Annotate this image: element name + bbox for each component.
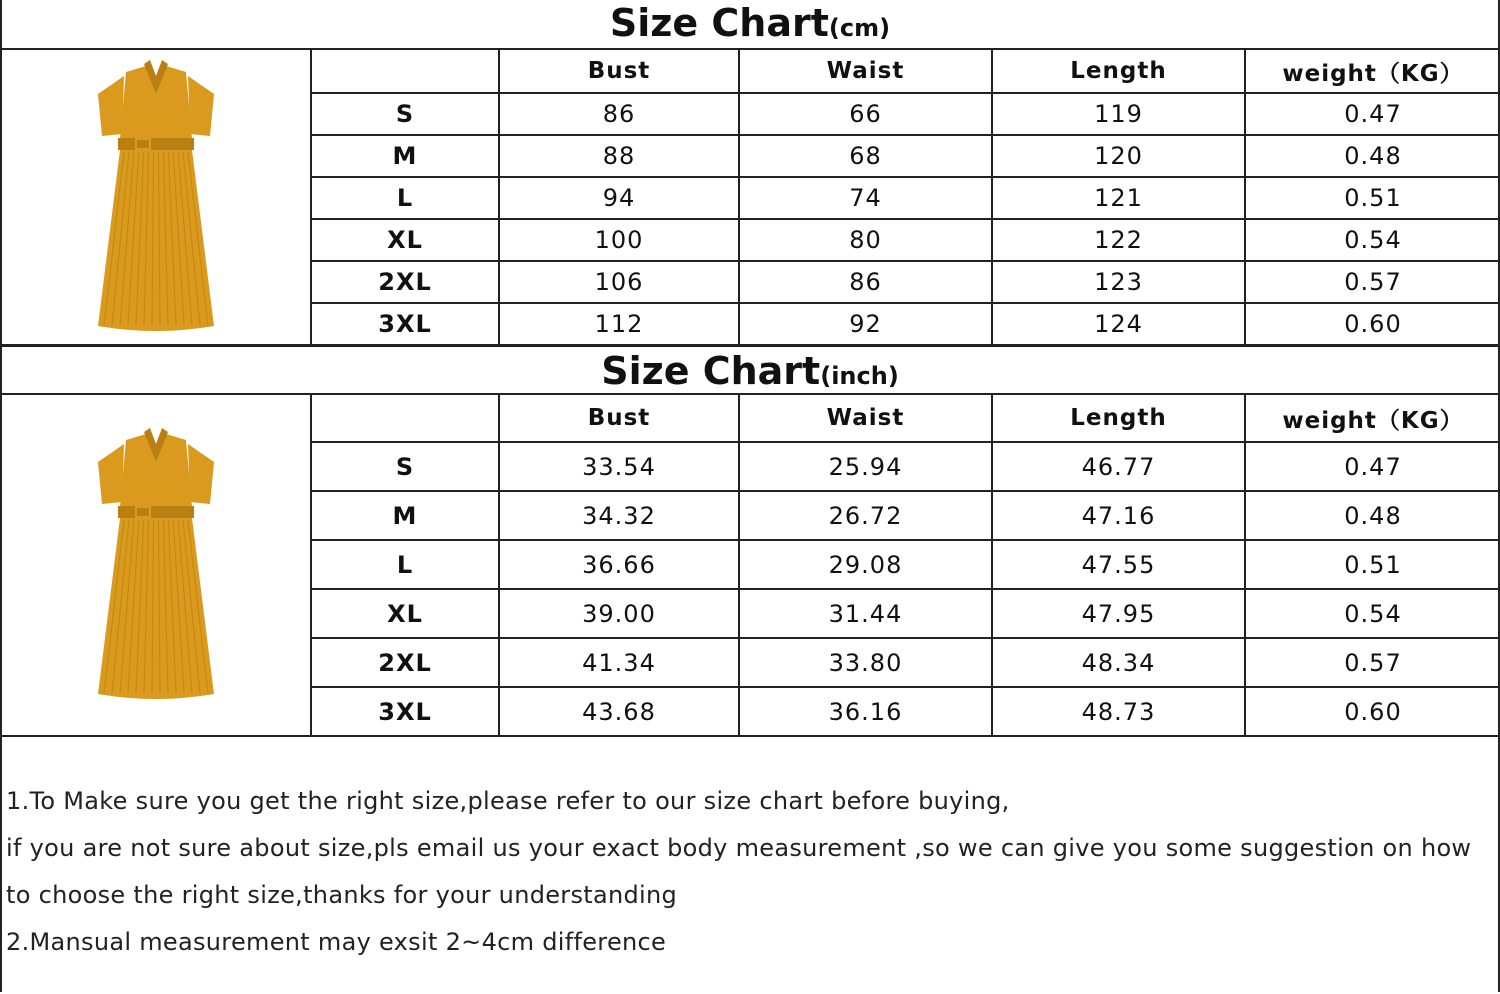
table-cell: 119 [992, 93, 1245, 135]
table-cell: 92 [739, 303, 992, 345]
table-cell: 48.34 [992, 638, 1245, 687]
note-line: to choose the right size,thanks for your understanding [6, 881, 678, 909]
table-cell: 86 [739, 261, 992, 303]
product-image-cell [1, 49, 311, 345]
table-cell: 0.47 [1245, 442, 1500, 491]
size-label: XL [311, 589, 499, 638]
table-cell: 106 [499, 261, 739, 303]
divider [0, 735, 1500, 737]
table-header-row [1, 49, 1500, 93]
table-cell: 34.32 [499, 491, 739, 540]
product-image-cell [1, 394, 311, 736]
table-cell: 68 [739, 135, 992, 177]
size-label: 3XL [311, 687, 499, 736]
table-cell: 121 [992, 177, 1245, 219]
dress-image [76, 54, 236, 334]
column-header: Waist [739, 49, 992, 93]
column-header: weight（KG） [1245, 394, 1500, 442]
size-table-inch [0, 393, 1500, 737]
table-cell: 0.51 [1245, 177, 1500, 219]
table-cell: 88 [499, 135, 739, 177]
table-cell: 29.08 [739, 540, 992, 589]
size-label: S [311, 93, 499, 135]
size-label: L [311, 177, 499, 219]
table-cell: 41.34 [499, 638, 739, 687]
table-cell: 124 [992, 303, 1245, 345]
table-cell: 36.66 [499, 540, 739, 589]
table-cell: 31.44 [739, 589, 992, 638]
column-header [311, 49, 499, 93]
column-header: Length [992, 394, 1245, 442]
table-cell: 0.48 [1245, 491, 1500, 540]
chart-title-unit: (cm) [828, 14, 891, 42]
table-cell: 47.55 [992, 540, 1245, 589]
size-table-cm [0, 48, 1500, 346]
size-label: L [311, 540, 499, 589]
size-label: 3XL [311, 303, 499, 345]
table-cell: 39.00 [499, 589, 739, 638]
table-cell: 46.77 [992, 442, 1245, 491]
chart-title-unit: (inch) [820, 362, 899, 390]
size-label: XL [311, 219, 499, 261]
table-cell: 0.54 [1245, 589, 1500, 638]
table-header-row [1, 394, 1500, 442]
size-label: 2XL [311, 638, 499, 687]
chart-title-main: Size Chart [609, 1, 829, 45]
table-cell: 0.60 [1245, 303, 1500, 345]
table-cell: 33.54 [499, 442, 739, 491]
table-cell: 0.57 [1245, 638, 1500, 687]
table-cell: 74 [739, 177, 992, 219]
table-cell: 26.72 [739, 491, 992, 540]
table-cell: 100 [499, 219, 739, 261]
note-line: 1.To Make sure you get the right size,please refer to our size chart before buying, [6, 787, 1010, 815]
note-line: if you are not sure about size,pls email us your exact body measurement ,so we can give you some suggestion on how [6, 834, 1472, 862]
column-header: Bust [499, 49, 739, 93]
table-cell: 66 [739, 93, 992, 135]
table-cell: 0.60 [1245, 687, 1500, 736]
size-chart-cm-title [0, 0, 1500, 48]
column-header: weight（KG） [1245, 49, 1500, 93]
chart-title-main: Size Chart [601, 349, 821, 393]
size-chart-inch-title [0, 345, 1500, 395]
dress-image [76, 412, 236, 712]
size-label: S [311, 442, 499, 491]
table-cell: 94 [499, 177, 739, 219]
table-cell: 80 [739, 219, 992, 261]
size-label: 2XL [311, 261, 499, 303]
table-cell: 86 [499, 93, 739, 135]
table-cell: 0.54 [1245, 219, 1500, 261]
table-cell: 25.94 [739, 442, 992, 491]
table-cell: 0.48 [1245, 135, 1500, 177]
table-cell: 36.16 [739, 687, 992, 736]
column-header [311, 394, 499, 442]
table-cell: 112 [499, 303, 739, 345]
size-label: M [311, 135, 499, 177]
table-cell: 47.16 [992, 491, 1245, 540]
size-label: M [311, 491, 499, 540]
table-cell: 0.47 [1245, 93, 1500, 135]
column-header: Length [992, 49, 1245, 93]
table-cell: 123 [992, 261, 1245, 303]
table-cell: 43.68 [499, 687, 739, 736]
column-header: Bust [499, 394, 739, 442]
table-cell: 47.95 [992, 589, 1245, 638]
table-cell: 120 [992, 135, 1245, 177]
table-cell: 48.73 [992, 687, 1245, 736]
note-line: 2.Mansual measurement may exsit 2~4cm difference [6, 928, 667, 956]
table-cell: 0.51 [1245, 540, 1500, 589]
table-cell: 122 [992, 219, 1245, 261]
table-cell: 33.80 [739, 638, 992, 687]
table-cell: 0.57 [1245, 261, 1500, 303]
size-notes [6, 778, 1496, 966]
column-header: Waist [739, 394, 992, 442]
